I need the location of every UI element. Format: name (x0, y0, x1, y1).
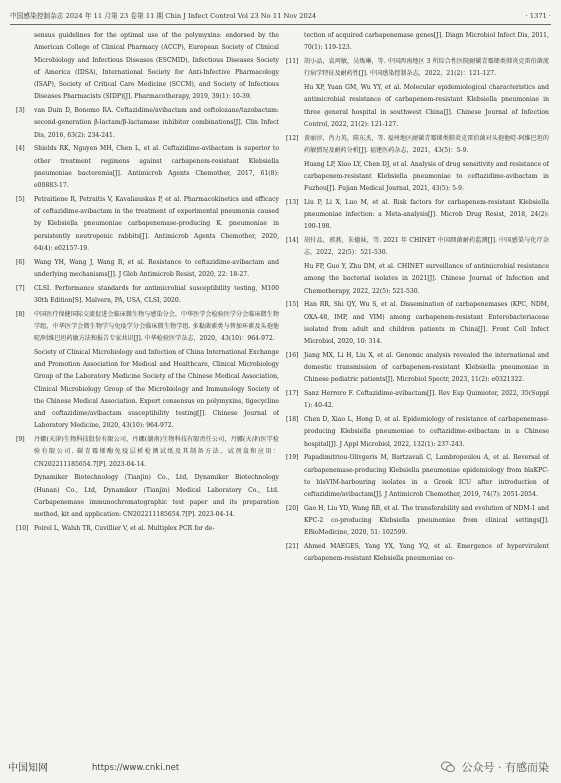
reference-number: [20] (286, 504, 299, 512)
reference-entry (16, 30, 279, 104)
reference-entry (286, 414, 549, 451)
reference-text: Chen D, Xiao L, Hong D, et al. Epidemiology of resistance of carbapenemase-producing Klebsiella pneumoniae to ceftazidime-avibactam in a Chinese hospital[J]. J Appl Microbiol, 2022, 132(1): 237-243. (304, 416, 549, 448)
reference-number: [16] (286, 351, 299, 359)
reference-text: Shields RK, Nguyen MH, Chen L, et al. Ceftazidime-avibactam is superior to other treatment regimens against carbapenem-resistant Klebsiella pneumoniae bacteremia[J]. Antimicrob Agents Chemother, 2017, 61(8): e00883-17. (34, 145, 279, 189)
reference-text: Petraitiene R, Petraitis V, Kavaliauskas P, et al. Pharmacokinetics and efficacy of ceftazidime-avibactam in the treatment of experimental pneumonia caused by Klebsiella pneumoniae carbapenemase-producing K. pneumoniae in persistently neutropenic rabbits[J]. Antimicrob Agents Chemother, 2020, 64(4): e02157-19. (34, 195, 279, 252)
reference-entry (286, 350, 549, 387)
wechat-icon (441, 761, 455, 773)
reference-text: Liu P, Li X, Luo M, et al. Risk factors for carbapenem-resistant Klebsiella pneumoniae infection: a Meta-analysis[J]. Microb Drug Resist, 2018, 24(2): 190-198. (304, 198, 549, 231)
reference-text: 黄丽淳，肖力英，陈东杰，等. 福州地区耐碳青霉烯类肺炎克雷伯菌对头孢他啶-阿维巴坦的药敏情况及耐药分析[J]. 福建医药杂志，2021，43(5)：5-9. (304, 134, 549, 154)
reference-entry (16, 143, 279, 192)
reference-number: [9] (16, 436, 25, 443)
running-header (10, 8, 551, 25)
page-number: · 1371 · (525, 12, 551, 20)
reference-entry (286, 235, 549, 260)
reference-entry (286, 82, 549, 131)
watermark-text: 公众号 · 有感而染 (461, 761, 549, 774)
reference-text: Poirel L, Walsh TR, Cuvillier V, et al. Multiplex PCR for de- (34, 524, 215, 532)
reference-entry (286, 133, 549, 158)
reference-text: 胡小品，袁珂敏，吴炼琳，等. 中国西南地区 3 所综合性医院耐碳青霉烯类肺炎克雷伯菌流行病学特征及耐药性[J]. 中国感染控制杂志，2022，21(2)：121-127. (304, 58, 549, 78)
reference-number: [8] (16, 310, 25, 318)
reference-entry (16, 194, 279, 255)
reference-entry (286, 261, 549, 298)
reference-entry (16, 434, 279, 471)
reference-entry (286, 388, 549, 413)
reference-text: Jiang MX, Li H, Liu X, et al. Genomic analysis revealed the international and domestic transmission of carbapenem-resistant Klebsiella pneumoniae in Chinese pediatric patients[J]. Microbiol Spectr, 2023, 11(2): e0321322. (304, 351, 549, 384)
reference-entry (16, 347, 279, 433)
reference-text: tection of acquired carbapenemase genes[J]. Diagn Microbiol Infect Dis, 2011, 70(1): 119-123. (304, 32, 549, 52)
reference-column-right (286, 30, 549, 567)
journal-citation: 中国感染控制杂志 2024 年 11 月第 23 卷第 11 期 Chin J Infect Control Vol 23 No 11 Nov 2024 (10, 12, 317, 20)
reference-number: [11] (286, 58, 299, 65)
reference-text: 中国医疗保健国际交流促进会临床微生物与感染分会，中华医学会检验医学分会临床微生物学组，中华医学会微生物学与免疫学分会临床微生物学组. 多黏菌素类与替加环素及头孢他啶/阿维巴坦药敏方法和报告专家共识[J]. 中华检验医学杂志，2020，43(10)：964-972. (34, 310, 279, 342)
reference-text: van Duin D, Bonomo RA. Ceftazidime/avibactam and ceftolozane/tazobactam: second-generation β-lactam/β-lactamase inhibitor combinations[J]. Clin Infect Dis, 2016, 63(2): 234-241. (34, 107, 279, 139)
reference-entry (286, 503, 549, 540)
reference-text: sensus guidelines for the optimal use of the polymyxins: endorsed by the American College of Clinical Pharmacy (ACCP), European Society of Clinical Microbiology and Infectious Diseases (ESCMID), Infectious Diseases Society of America (IDSA), International Society for Anti-Infective Pharmacology (ISAP), Society of Critical Care Medicine (SCCM), and Society of Infectious Diseases Pharmacists (SIDP)[J]. Pharmacotherapy, 2019, 39(1): 10-39. (34, 32, 279, 101)
reference-number: [17] (286, 390, 299, 397)
reference-entry (286, 452, 549, 501)
reference-number: [18] (286, 416, 299, 423)
reference-column-left (16, 30, 279, 537)
reference-entry (286, 56, 549, 81)
reference-entry (286, 299, 549, 348)
reference-text: 胡付品，郭燕，朱德妹，等. 2021 年 CHINET 中国细菌耐药监测[J]. 中国感染与化疗杂志，2022，22(5)：521-530. (304, 237, 549, 257)
reference-number: [7] (16, 284, 25, 292)
reference-entry (286, 159, 549, 196)
reference-number: [3] (16, 107, 25, 114)
reference-text: Hu XP, Yuan GM, Wu YY, et al. Molecular epidemiological characteristics and antimicrobial resistance of carbapenem-resistant Klebsiella pneumoniae in three general hospital in southwest China[J]. Chinese Journal of Infection Control, 2022, 21(2): 121-127. (304, 84, 549, 128)
reference-text: CLSI. Performance standards for antimicrobial susceptibility testing, M100 30th Edition[S]. Malvern, PA, USA, CLSI, 2020. (34, 284, 279, 304)
wechat-watermark (441, 759, 549, 775)
reference-entry (16, 309, 279, 346)
reference-text: 丹娜(天津)生物科技股份有限公司，丹娜(湖南)生物科技有限责任公司，丹娜(天津)医学检验有限公司. 碳青霉烯酶免疫层析检测试纸及其制备方法、试剂盒和应用：CN202211185654.7[P]. 2023-04-14. (34, 436, 279, 468)
reference-text: Ahmed MAEGES, Yang YX, Yang YQ, et al. Emergence of hypervirulent carbapenem-resistant Klebsiella pneumoniae co- (304, 543, 549, 563)
reference-text: Gao H, Liu YD, Wang RB, et al. The transferability and evolution of NDM-1 and KPC-2 co-producing Klebsiella pneumoniae from clinical settings[J]. EBioMedicine, 2020, 51: 102599. (304, 504, 549, 537)
reference-number: [14] (286, 237, 299, 244)
reference-entry (16, 472, 279, 521)
reference-number: [6] (16, 258, 25, 266)
reference-number: [5] (16, 195, 25, 203)
reference-number: [12] (286, 134, 299, 142)
cnki-url-link[interactable]: https://www.cnki.net (92, 763, 180, 773)
reference-entry (16, 105, 279, 142)
reference-entry (286, 197, 549, 234)
reference-entry (286, 541, 549, 566)
cnki-site-logo[interactable]: 中国知网 (8, 763, 48, 774)
footer (0, 753, 561, 783)
reference-text: Wang YH, Wang J, Wang R, et al. Resistance to ceftazidime-avibactam and underlying mechanisms[J]. J Glob Antimicrob Resist, 2020, 22: 18-27. (34, 258, 279, 278)
reference-number: [19] (286, 454, 299, 462)
reference-text: Sanz Herrero F. Ceftazidime-avibactam[J]. Rev Esp Quimioter, 2022, 35(Suppl 1): 40-42. (304, 390, 549, 410)
reference-number: [4] (16, 145, 25, 153)
reference-number: [10] (16, 524, 29, 532)
reference-entry (16, 283, 279, 308)
reference-entry (286, 30, 549, 55)
reference-text: Dynamiker Biotechnology (Tianjin) Co., Ltd, Dynamiker Biotechnology (Hunan) Co., Ltd, Dynamiker (Tianjin) Medical Laboratory Co., Ltd. Carbapenemase immunochromatographic test paper and its preparation method, kit and application: CN202211185654.7[P]. 2023-04-14. (34, 474, 279, 518)
reference-number: [21] (286, 543, 299, 550)
reference-entry (16, 257, 279, 282)
reference-number: [13] (286, 198, 299, 206)
reference-text: Han RR, Shi QY, Wu S, et al. Dissemination of carbapenemases (KPC, NDM, OXA-48, IMP, and VIM) among carbapenem-resistant Enterobacteriaceae isolated from adult and children patients in China[J]. Front Cell Infect Microbiol, 2020, 10: 314. (304, 301, 549, 345)
reference-entry (16, 523, 279, 535)
reference-text: Society of Clinical Microbiology and Infection of China International Exchange and Promotion Association for Medical and Healthcare, Clinical Microbiology Group of the Laboratory Medicine Society of the Chinese Medical Association, Clinical Microbiology Group of the Microbiology and Immunology Society of the Chinese Medical Association. Expert consensus on polymyxins, tigecycline and ceftazidime/avibactam susceptibility testing[J]. Chinese Journal of Laboratory Medicine, 2020, 43(10): 964-972. (34, 348, 279, 430)
reference-text: Hu FP, Guo Y, Zhu DM, et al. CHINET surveillance of antimicrobial resistance among the bacterial isolates in 2021[J]. Chinese Journal of Infection and Chemotherapy, 2022, 22(5): 521-530. (304, 263, 549, 295)
reference-text: Huang LP, Xiao LY, Chen DJ, et al. Analysis of drug sensitivity and resistance of carbapenem-resistant Klebsiella pneumoniae to ceftazidime-avibactam in Fuzhou[J]. Fujian Medical Journal, 2021, 43(5): 5-9. (304, 160, 549, 192)
reference-text: Papadimitriou-Olivgeris M, Bartzavali C, Lambropoulou A, et al. Reversal of carbapenemase-producing Klebsiella pneumoniae epidemiology from blaKPC- to blaVIM-harbouring isolates in a Greek ICU after introduction of ceftazidime/avibactam[J]. J Antimicrob Chemother, 2019, 74(7): 2051-2054. (304, 454, 549, 498)
reference-number: [15] (286, 301, 299, 309)
